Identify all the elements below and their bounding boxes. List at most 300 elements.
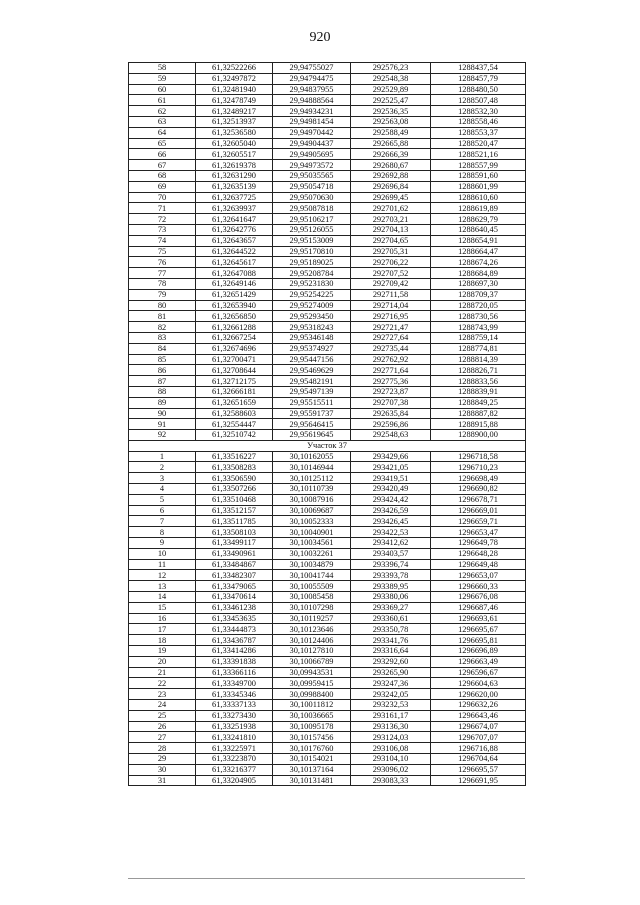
cell-latitude: 61,32642776 [196,224,273,235]
cell-longitude: 29,95126055 [273,224,351,235]
table-row [129,700,526,711]
cell-latitude: 61,32712175 [196,376,273,387]
table-row [129,743,526,754]
cell-coord-x: 293403,57 [351,548,431,559]
cell-longitude: 30,10040901 [273,527,351,538]
cell-longitude: 29,94837955 [273,84,351,95]
cell-coord-y: 1296687,46 [431,602,526,613]
cell-longitude: 30,10157456 [273,732,351,743]
cell-point-number: 66 [129,149,196,160]
cell-latitude: 61,32666181 [196,386,273,397]
table-row [129,278,526,289]
cell-latitude: 61,32708644 [196,365,273,376]
cell-longitude: 29,95054718 [273,181,351,192]
cell-latitude: 61,33508283 [196,462,273,473]
cell-longitude: 30,10162055 [273,451,351,462]
cell-coord-x: 293350,78 [351,624,431,635]
cell-coord-x: 292771,64 [351,365,431,376]
cell-coord-x: 292536,35 [351,106,431,117]
table-row [129,548,526,559]
cell-coord-y: 1288457,79 [431,73,526,84]
cell-longitude: 29,94970442 [273,127,351,138]
cell-point-number: 11 [129,559,196,570]
cell-point-number: 15 [129,602,196,613]
cell-latitude: 61,33511785 [196,516,273,527]
cell-coord-x: 292548,63 [351,430,431,441]
cell-latitude: 61,33516227 [196,451,273,462]
cell-latitude: 61,32554447 [196,419,273,430]
cell-longitude: 30,10036665 [273,710,351,721]
cell-coord-y: 1296690,82 [431,484,526,495]
cell-latitude: 61,32635139 [196,181,273,192]
cell-latitude: 61,32651659 [196,397,273,408]
cell-coord-x: 292711,58 [351,289,431,300]
cell-coord-y: 1288684,89 [431,268,526,279]
table-row [129,581,526,592]
table-row [129,149,526,160]
table-row [129,257,526,268]
cell-point-number: 78 [129,278,196,289]
cell-coord-x: 292548,38 [351,73,431,84]
cell-coord-y: 1296691,95 [431,775,526,786]
cell-point-number: 24 [129,700,196,711]
cell-point-number: 20 [129,656,196,667]
cell-latitude: 61,32489217 [196,106,273,117]
table-row [129,721,526,732]
cell-longitude: 29,94755027 [273,63,351,74]
cell-coord-y: 1296632,26 [431,700,526,711]
table-row [129,95,526,106]
cell-latitude: 61,32644522 [196,246,273,257]
cell-latitude: 61,33470614 [196,592,273,603]
table-row [129,656,526,667]
cell-coord-x: 293106,08 [351,743,431,754]
cell-point-number: 76 [129,257,196,268]
cell-longitude: 29,95070630 [273,192,351,203]
cell-coord-x: 293422,53 [351,527,431,538]
cell-longitude: 29,95346148 [273,332,351,343]
cell-point-number: 79 [129,289,196,300]
cell-coord-y: 1288887,82 [431,408,526,419]
cell-coord-y: 1288743,99 [431,322,526,333]
cell-point-number: 84 [129,343,196,354]
cell-point-number: 6 [129,505,196,516]
cell-latitude: 61,33482307 [196,570,273,581]
cell-coord-x: 293424,42 [351,494,431,505]
section-header-row [129,440,526,451]
cell-coord-x: 293393,78 [351,570,431,581]
cell-coord-x: 293232,53 [351,700,431,711]
cell-point-number: 17 [129,624,196,635]
cell-coord-y: 1288664,47 [431,246,526,257]
cell-coord-y: 1296663,49 [431,656,526,667]
cell-coord-y: 1296660,33 [431,581,526,592]
cell-longitude: 29,95293450 [273,311,351,322]
cell-latitude: 61,33461238 [196,602,273,613]
cell-coord-y: 1288437,54 [431,63,526,74]
table-row [129,516,526,527]
cell-longitude: 29,95208784 [273,268,351,279]
cell-point-number: 1 [129,451,196,462]
cell-longitude: 29,94973572 [273,160,351,171]
cell-coord-y: 1296596,67 [431,667,526,678]
cell-longitude: 29,95254225 [273,289,351,300]
cell-latitude: 61,33414286 [196,646,273,657]
cell-point-number: 91 [129,419,196,430]
cell-point-number: 25 [129,710,196,721]
cell-latitude: 61,32513937 [196,116,273,127]
cell-longitude: 30,10085458 [273,592,351,603]
cell-coord-y: 1288915,88 [431,419,526,430]
cell-coord-y: 1288520,47 [431,138,526,149]
cell-longitude: 30,10107298 [273,602,351,613]
cell-longitude: 29,95374927 [273,343,351,354]
table-row [129,689,526,700]
table-row [129,365,526,376]
cell-point-number: 61 [129,95,196,106]
cell-longitude: 30,10123646 [273,624,351,635]
table-row [129,775,526,786]
cell-point-number: 90 [129,408,196,419]
cell-point-number: 82 [129,322,196,333]
cell-point-number: 64 [129,127,196,138]
cell-longitude: 29,95087818 [273,203,351,214]
cell-latitude: 61,32656850 [196,311,273,322]
table-row [129,484,526,495]
cell-point-number: 63 [129,116,196,127]
cell-latitude: 61,32647088 [196,268,273,279]
cell-latitude: 61,33499117 [196,538,273,549]
cell-longitude: 29,95189025 [273,257,351,268]
cell-coord-y: 1288591,60 [431,170,526,181]
cell-latitude: 61,32653940 [196,300,273,311]
cell-longitude: 29,95619645 [273,430,351,441]
cell-longitude: 30,10066789 [273,656,351,667]
cell-longitude: 30,10125112 [273,473,351,484]
cell-coord-y: 1296653,07 [431,570,526,581]
cell-point-number: 18 [129,635,196,646]
cell-coord-x: 293380,06 [351,592,431,603]
cell-coord-x: 293161,17 [351,710,431,721]
table-row [129,63,526,74]
cell-longitude: 29,95646415 [273,419,351,430]
cell-point-number: 86 [129,365,196,376]
cell-point-number: 9 [129,538,196,549]
cell-point-number: 7 [129,516,196,527]
cell-coord-x: 292762,92 [351,354,431,365]
cell-point-number: 12 [129,570,196,581]
table-row [129,73,526,84]
cell-coord-y: 1288557,99 [431,160,526,171]
cell-point-number: 27 [129,732,196,743]
cell-longitude: 30,10087916 [273,494,351,505]
table-row [129,764,526,775]
cell-latitude: 61,32497872 [196,73,273,84]
cell-point-number: 71 [129,203,196,214]
cell-latitude: 61,33366116 [196,667,273,678]
cell-longitude: 30,10146944 [273,462,351,473]
coordinates-table [128,62,526,786]
cell-latitude: 61,32643657 [196,235,273,246]
cell-latitude: 61,33510468 [196,494,273,505]
cell-longitude: 30,10041744 [273,570,351,581]
cell-point-number: 87 [129,376,196,387]
cell-coord-y: 1296695,67 [431,624,526,635]
cell-longitude: 30,10119257 [273,613,351,624]
cell-point-number: 68 [129,170,196,181]
table-row [129,527,526,538]
cell-coord-y: 1296643,46 [431,710,526,721]
cell-longitude: 29,95106217 [273,214,351,225]
cell-latitude: 61,32641647 [196,214,273,225]
cell-latitude: 61,33345346 [196,689,273,700]
cell-coord-y: 1288720,05 [431,300,526,311]
cell-coord-x: 292705,31 [351,246,431,257]
cell-point-number: 21 [129,667,196,678]
cell-point-number: 75 [129,246,196,257]
cell-point-number: 8 [129,527,196,538]
cell-latitude: 61,33204905 [196,775,273,786]
cell-coord-x: 293242,05 [351,689,431,700]
coordinates-table-container [128,62,525,786]
cell-latitude: 61,32637725 [196,192,273,203]
table-row [129,300,526,311]
cell-point-number: 74 [129,235,196,246]
cell-latitude: 61,32536580 [196,127,273,138]
cell-latitude: 61,32522266 [196,63,273,74]
cell-coord-y: 1296710,23 [431,462,526,473]
cell-coord-x: 293426,59 [351,505,431,516]
cell-longitude: 30,09959415 [273,678,351,689]
cell-latitude: 61,32674696 [196,343,273,354]
cell-latitude: 61,33490961 [196,548,273,559]
cell-coord-x: 292721,47 [351,322,431,333]
table-row [129,332,526,343]
cell-coord-x: 292707,52 [351,268,431,279]
cell-coord-y: 1288610,60 [431,192,526,203]
cell-point-number: 58 [129,63,196,74]
cell-latitude: 61,33506590 [196,473,273,484]
cell-coord-y: 1296604,63 [431,678,526,689]
cell-latitude: 61,33223870 [196,754,273,765]
cell-coord-x: 292529,89 [351,84,431,95]
page-bottom-rule [128,878,525,879]
cell-point-number: 4 [129,484,196,495]
cell-longitude: 30,10095178 [273,721,351,732]
cell-longitude: 29,95482191 [273,376,351,387]
cell-point-number: 81 [129,311,196,322]
cell-longitude: 30,10127810 [273,646,351,657]
cell-coord-x: 293419,51 [351,473,431,484]
cell-longitude: 29,95153009 [273,235,351,246]
cell-coord-y: 1288709,37 [431,289,526,300]
cell-coord-y: 1288553,37 [431,127,526,138]
table-row [129,246,526,257]
cell-longitude: 29,95591737 [273,408,351,419]
cell-point-number: 10 [129,548,196,559]
cell-longitude: 30,10124406 [273,635,351,646]
cell-coord-x: 293360,61 [351,613,431,624]
cell-coord-x: 293369,27 [351,602,431,613]
cell-coord-y: 1288814,39 [431,354,526,365]
cell-point-number: 83 [129,332,196,343]
cell-coord-x: 292775,36 [351,376,431,387]
cell-coord-y: 1288654,91 [431,235,526,246]
table-row [129,678,526,689]
cell-latitude: 61,32588603 [196,408,273,419]
cell-coord-x: 292635,84 [351,408,431,419]
cell-coord-y: 1296649,78 [431,538,526,549]
cell-coord-y: 1288674,26 [431,257,526,268]
cell-coord-y: 1296669,01 [431,505,526,516]
table-row [129,494,526,505]
cell-latitude: 61,32481940 [196,84,273,95]
table-row [129,84,526,95]
cell-point-number: 19 [129,646,196,657]
table-row [129,170,526,181]
cell-coord-y: 1296707,07 [431,732,526,743]
cell-coord-y: 1296649,48 [431,559,526,570]
cell-coord-x: 292699,45 [351,192,431,203]
cell-coord-y: 1296648,28 [431,548,526,559]
table-row [129,559,526,570]
cell-latitude: 61,32645617 [196,257,273,268]
cell-coord-y: 1288730,56 [431,311,526,322]
cell-latitude: 61,32605040 [196,138,273,149]
cell-coord-y: 1296674,07 [431,721,526,732]
cell-point-number: 65 [129,138,196,149]
cell-longitude: 29,94934231 [273,106,351,117]
cell-longitude: 29,95035565 [273,170,351,181]
cell-coord-y: 1296693,61 [431,613,526,624]
cell-coord-x: 292588,49 [351,127,431,138]
table-row [129,732,526,743]
table-row [129,268,526,279]
cell-longitude: 30,10055509 [273,581,351,592]
cell-point-number: 89 [129,397,196,408]
cell-coord-x: 292703,21 [351,214,431,225]
cell-coord-y: 1296704,64 [431,754,526,765]
section-title: Участок 37 [129,440,526,451]
cell-longitude: 29,95497139 [273,386,351,397]
cell-coord-x: 293426,45 [351,516,431,527]
cell-latitude: 61,33453635 [196,613,273,624]
cell-longitude: 29,94904437 [273,138,351,149]
cell-point-number: 88 [129,386,196,397]
cell-latitude: 61,33349700 [196,678,273,689]
cell-point-number: 5 [129,494,196,505]
cell-coord-y: 1288619,89 [431,203,526,214]
cell-point-number: 70 [129,192,196,203]
cell-coord-y: 1296659,71 [431,516,526,527]
cell-longitude: 30,10011812 [273,700,351,711]
cell-coord-x: 293421,05 [351,462,431,473]
cell-coord-x: 293104,10 [351,754,431,765]
cell-longitude: 29,94981454 [273,116,351,127]
cell-coord-y: 1296696,89 [431,646,526,657]
cell-longitude: 30,10176760 [273,743,351,754]
cell-coord-x: 293412,62 [351,538,431,549]
table-row [129,203,526,214]
cell-longitude: 30,10034561 [273,538,351,549]
cell-coord-y: 1288774,81 [431,343,526,354]
table-row [129,451,526,462]
cell-coord-x: 292701,62 [351,203,431,214]
cell-coord-y: 1296695,57 [431,764,526,775]
table-row [129,646,526,657]
cell-coord-y: 1296676,08 [431,592,526,603]
cell-point-number: 77 [129,268,196,279]
table-row [129,613,526,624]
cell-coord-y: 1288833,56 [431,376,526,387]
cell-coord-y: 1296718,58 [431,451,526,462]
cell-longitude: 30,10154021 [273,754,351,765]
cell-coord-x: 293083,33 [351,775,431,786]
cell-coord-y: 1288826,71 [431,365,526,376]
cell-point-number: 31 [129,775,196,786]
cell-longitude: 30,10137164 [273,764,351,775]
cell-latitude: 61,33225971 [196,743,273,754]
table-row [129,473,526,484]
cell-latitude: 61,33337133 [196,700,273,711]
cell-coord-x: 293420,49 [351,484,431,495]
cell-coord-x: 292706,22 [351,257,431,268]
cell-coord-x: 292704,13 [351,224,431,235]
cell-coord-x: 293429,66 [351,451,431,462]
cell-point-number: 62 [129,106,196,117]
cell-longitude: 29,95469629 [273,365,351,376]
cell-coord-y: 1296678,71 [431,494,526,505]
table-row [129,138,526,149]
cell-latitude: 61,33436787 [196,635,273,646]
cell-coord-x: 292704,65 [351,235,431,246]
cell-coord-y: 1288532,30 [431,106,526,117]
cell-latitude: 61,32661288 [196,322,273,333]
cell-coord-x: 292696,84 [351,181,431,192]
cell-coord-y: 1288601,99 [431,181,526,192]
cell-coord-x: 292692,88 [351,170,431,181]
cell-longitude: 30,10032261 [273,548,351,559]
cell-latitude: 61,32649146 [196,278,273,289]
cell-latitude: 61,33512157 [196,505,273,516]
cell-latitude: 61,32651429 [196,289,273,300]
cell-coord-y: 1296653,47 [431,527,526,538]
cell-coord-x: 292666,39 [351,149,431,160]
cell-longitude: 30,10034879 [273,559,351,570]
cell-point-number: 67 [129,160,196,171]
table-row [129,160,526,171]
cell-point-number: 29 [129,754,196,765]
cell-coord-y: 1288839,91 [431,386,526,397]
cell-longitude: 29,94794475 [273,73,351,84]
cell-coord-y: 1288521,16 [431,149,526,160]
cell-coord-x: 292723,87 [351,386,431,397]
cell-latitude: 61,32667254 [196,332,273,343]
cell-longitude: 30,09943531 [273,667,351,678]
cell-point-number: 3 [129,473,196,484]
cell-point-number: 13 [129,581,196,592]
cell-point-number: 73 [129,224,196,235]
cell-coord-x: 292576,23 [351,63,431,74]
cell-longitude: 30,09988400 [273,689,351,700]
cell-coord-x: 292716,95 [351,311,431,322]
cell-coord-x: 293341,76 [351,635,431,646]
table-row [129,710,526,721]
page-number: 920 [309,30,331,45]
cell-coord-y: 1288507,48 [431,95,526,106]
table-row [129,570,526,581]
table-row [129,430,526,441]
